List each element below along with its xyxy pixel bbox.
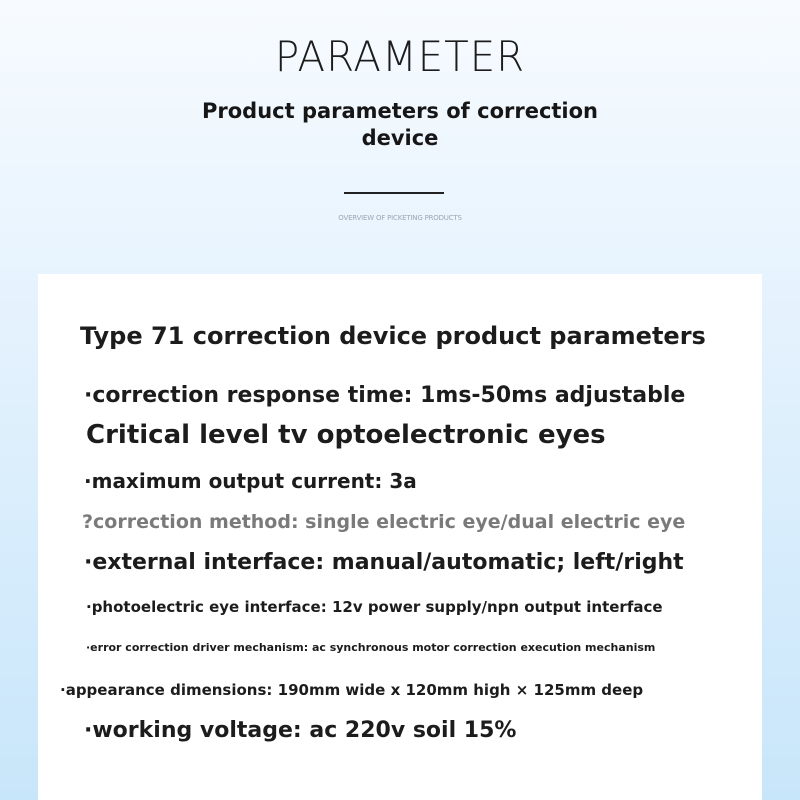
overview-caption: OVERVIEW OF PICKETING PRODUCTS: [338, 214, 462, 222]
param-response-time: ·correction response time: 1ms-50ms adjustable: [84, 383, 686, 408]
header: [0, 0, 800, 270]
param-output-current: ·maximum output current: 3a: [84, 469, 417, 493]
param-driver-mechanism: ·error correction driver mechanism: ac synchronous motor correction execution mechanism: [86, 641, 656, 654]
title-divider: [344, 192, 444, 194]
page-title: PARAMETER: [274, 32, 526, 81]
param-optoelectronic-eyes: Critical level tv optoelectronic eyes: [86, 420, 606, 450]
parameters-heading: Type 71 correction device product parameters: [80, 322, 706, 350]
parameters-card: [38, 274, 762, 800]
param-external-interface: ·external interface: manual/automatic; left/right: [84, 550, 684, 575]
param-working-voltage: ·working voltage: ac 220v soil 15%: [84, 718, 517, 743]
param-photoelectric-interface: ·photoelectric eye interface: 12v power supply/npn output interface: [86, 598, 663, 616]
param-correction-method: ?correction method: single electric eye/dual electric eye: [82, 511, 686, 533]
param-dimensions: ·appearance dimensions: 190mm wide x 120mm high × 125mm deep: [60, 681, 644, 699]
subtitle-line-1: Product parameters of correction: [201, 99, 599, 123]
subtitle-line-2: device: [361, 126, 439, 150]
page-subtitle: [190, 98, 610, 152]
